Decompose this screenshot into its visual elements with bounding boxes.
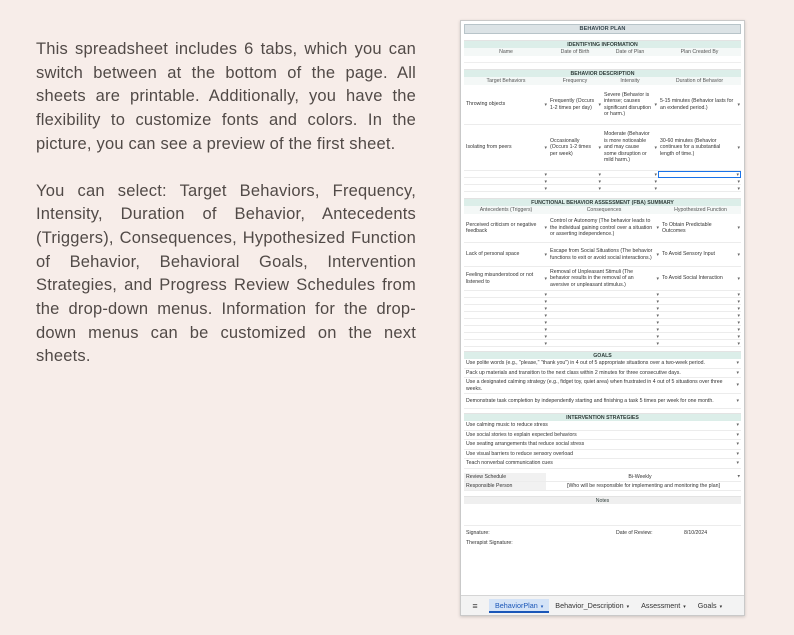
goal-text: Use polite words (e.g., "please," "thank you") in 4 out of 5 appropriate situations over a two-week period.: [466, 360, 705, 366]
chevron-down-icon[interactable]: ▾: [736, 397, 739, 404]
identifying-heading: IDENTIFYING INFORMATION: [464, 40, 741, 48]
behavior-heading: BEHAVIOR DESCRIPTION: [464, 69, 741, 77]
duration-dropdown[interactable]: [658, 178, 741, 185]
target-behavior-dropdown[interactable]: Throwing objects ▾: [464, 100, 548, 109]
interventions-heading: INTERVENTION STRATEGIES: [464, 413, 741, 421]
notes-heading: Notes: [464, 496, 741, 504]
duration-dropdown[interactable]: [658, 185, 741, 192]
fba-empty-row: [464, 333, 741, 340]
fba-empty-row: [464, 291, 741, 298]
consequence-dropdown[interactable]: [548, 298, 660, 305]
tab-assessment[interactable]: [635, 599, 692, 613]
function-dropdown[interactable]: [660, 298, 741, 305]
frequency-dropdown[interactable]: [548, 171, 602, 178]
chevron-down-icon[interactable]: ▾: [736, 441, 739, 448]
goal-text: Demonstrate task completion by independently starting and finishing a task 5 times per week for one month.: [466, 397, 714, 404]
chevron-down-icon[interactable]: ▾: [736, 382, 739, 389]
fba-empty-row: [464, 312, 741, 319]
duration-dropdown-selected[interactable]: [658, 171, 741, 178]
fba-row: [464, 267, 741, 291]
antecedent-dropdown[interactable]: [464, 326, 548, 333]
goal-text: Pack up materials and transition to the next class within 2 minutes for three consecutive days.: [466, 369, 681, 376]
col-date-of-plan: Date of Plan: [615, 49, 645, 55]
tab-label: Assessment: [641, 600, 681, 610]
chevron-down-icon[interactable]: ▾: [736, 450, 739, 457]
fba-row: [464, 243, 741, 267]
sheet-tab-bar: [461, 595, 744, 615]
function-dropdown[interactable]: [660, 340, 741, 347]
col-plan-created-by: Plan Created By: [680, 49, 719, 55]
intervention-text: Use seating arrangements that reduce social stress: [466, 441, 585, 447]
col-intensity: Intensity: [620, 78, 640, 84]
chevron-down-icon[interactable]: ▾: [719, 603, 723, 610]
tab-label: BehaviorPlan: [495, 600, 538, 610]
consequence-dropdown[interactable]: Removal of Unpleasant Stimuli (The behavior results in the removal of an aversive or unpleasant stimulus.) ▾: [548, 268, 660, 290]
fba-empty-row: [464, 340, 741, 347]
function-dropdown[interactable]: [660, 333, 741, 340]
consequence-dropdown[interactable]: [548, 319, 660, 326]
tab-behavior-description[interactable]: [549, 599, 635, 613]
chevron-down-icon[interactable]: ▾: [626, 603, 630, 610]
consequence-dropdown[interactable]: [548, 326, 660, 333]
fba-columns: [464, 206, 741, 214]
behavior-empty-row: [464, 178, 741, 185]
intensity-dropdown[interactable]: Severe (Behavior is intense; causes significant disruption or harm.) ▾: [602, 91, 658, 119]
col-target-behaviors: Target Behaviors: [486, 78, 526, 84]
intervention-item[interactable]: [464, 440, 741, 450]
antecedent-dropdown[interactable]: [464, 333, 548, 340]
function-dropdown[interactable]: [660, 312, 741, 319]
identifying-columns: [464, 48, 741, 56]
sheet-grid: [464, 24, 741, 591]
description-text: [36, 38, 416, 392]
target-behavior-dropdown[interactable]: [464, 185, 548, 192]
responsible-person-field[interactable]: [Who will be responsible for implementing and monitoring the plan]: [567, 482, 720, 489]
spreadsheet-preview: [460, 20, 745, 616]
intensity-dropdown[interactable]: [602, 185, 658, 192]
intensity-dropdown[interactable]: [602, 171, 658, 178]
col-name: Name: [499, 49, 513, 55]
col-duration: Duration of Behavior: [675, 78, 724, 84]
therapist-signature-label: Therapist Signature:: [466, 539, 513, 546]
intervention-item[interactable]: [464, 450, 741, 460]
fba-empty-row: [464, 298, 741, 305]
consequence-dropdown[interactable]: [548, 305, 660, 312]
frequency-dropdown[interactable]: Frequently (Occurs 1-2 times per day) ▾: [548, 97, 602, 112]
antecedent-dropdown[interactable]: Perceived criticism or negative feedback ▾: [464, 221, 548, 236]
responsible-person-label: Responsible Person: [464, 482, 546, 490]
review-schedule-row: [464, 473, 741, 482]
consequence-dropdown[interactable]: [548, 333, 660, 340]
col-date-of-birth: Date of Birth: [560, 49, 590, 55]
behavior-columns: [464, 77, 741, 85]
intervention-item[interactable]: [464, 421, 741, 431]
intervention-text: Use social stories to explain expected behaviors: [466, 431, 577, 438]
identifying-input-row[interactable]: [464, 56, 741, 63]
behavior-row: [464, 125, 741, 171]
intensity-dropdown[interactable]: [602, 178, 658, 185]
description-paragraph-1: This spreadsheet includes 6 tabs, which you can switch between at the bottom of the page. All sheets are printable. Additionally, you have the flexibility to customize fonts and colors. In the picture, you can see a preview of the first sheet.: [36, 40, 416, 153]
fba-heading: FUNCTIONAL BEHAVIOR ASSESSMENT (FBA) SUMMARY: [464, 198, 741, 206]
goal-item[interactable]: [464, 394, 741, 409]
function-dropdown[interactable]: [660, 291, 741, 298]
chevron-down-icon[interactable]: ▾: [736, 431, 739, 438]
col-hypothesized-function: Hypothesized Function: [674, 207, 727, 213]
goal-text: Use a designated calming strategy (e.g., fidget toy, quiet area) when frustrated in 4 out of 5 situations over three weeks.: [466, 379, 723, 392]
antecedent-dropdown[interactable]: Lack of personal space ▾: [464, 250, 548, 259]
goal-item[interactable]: [464, 359, 741, 369]
review-schedule-label: Review Schedule: [464, 473, 546, 481]
col-frequency: Frequency: [562, 78, 588, 84]
intervention-item[interactable]: [464, 459, 741, 469]
intervention-text: Use calming music to reduce stress: [466, 422, 548, 428]
behavior-empty-row: [464, 171, 741, 178]
chevron-down-icon[interactable]: ▾: [540, 603, 544, 610]
behavior-row: [464, 85, 741, 125]
function-dropdown[interactable]: To Avoid Sensory Input ▾: [660, 250, 741, 259]
intervention-item[interactable]: [464, 431, 741, 441]
fba-empty-row: [464, 319, 741, 326]
duration-dropdown[interactable]: 30-60 minutes (Behavior continues for a substantial length of time.) ▾: [658, 137, 741, 159]
frequency-dropdown[interactable]: [548, 178, 602, 185]
function-dropdown[interactable]: [660, 305, 741, 312]
consequence-dropdown[interactable]: [548, 340, 660, 347]
target-behavior-dropdown[interactable]: [464, 171, 548, 178]
chevron-down-icon[interactable]: ▾: [683, 603, 686, 610]
consequence-dropdown[interactable]: [548, 291, 660, 298]
responsible-person-row: [464, 482, 741, 491]
chevron-down-icon[interactable]: ▾: [736, 360, 739, 367]
goals-heading: GOALS: [464, 351, 741, 359]
sheet-title: BEHAVIOR PLAN: [464, 24, 741, 34]
antecedent-dropdown[interactable]: [464, 312, 548, 319]
target-behavior-dropdown[interactable]: [464, 178, 548, 185]
tab-goals[interactable]: [692, 599, 728, 613]
function-dropdown[interactable]: [660, 319, 741, 326]
consequence-dropdown[interactable]: Control or Autonomy (The behavior leads to the individual gaining control over a situation or asserting independence.) ▾: [548, 217, 660, 239]
tab-label: Behavior_Description: [555, 600, 624, 610]
intervention-text: Teach nonverbal communication cues: [466, 460, 553, 466]
consequence-dropdown[interactable]: Escape from Social Situations (The behavior functions to exit or avoid social interactions.) ▾: [548, 247, 660, 262]
fba-empty-row: [464, 326, 741, 333]
function-dropdown[interactable]: To Obtain Predictable Outcomes ▾: [660, 221, 741, 236]
chevron-down-icon[interactable]: ▾: [736, 422, 739, 429]
duration-dropdown[interactable]: 5-15 minutes (Behavior lasts for an extended period.) ▾: [658, 97, 741, 112]
antecedent-dropdown[interactable]: [464, 298, 548, 305]
notes-field[interactable]: [464, 504, 741, 526]
intensity-dropdown[interactable]: Moderate (Behavior is more noticeable and may cause some disruption or mild harm.) ▾: [602, 130, 658, 165]
function-dropdown[interactable]: [660, 326, 741, 333]
fba-empty-row: [464, 305, 741, 312]
tab-behavior-plan[interactable]: [489, 599, 549, 613]
antecedent-dropdown[interactable]: [464, 319, 548, 326]
review-date-value[interactable]: 8/10/2024: [684, 529, 708, 536]
antecedent-dropdown[interactable]: Feeling misunderstood or not listened to ▾: [464, 271, 548, 286]
antecedent-dropdown[interactable]: [464, 291, 548, 298]
review-schedule-dropdown[interactable]: Bi-Weekly ▾: [546, 473, 741, 481]
antecedent-dropdown[interactable]: [464, 305, 548, 312]
signature-row: [464, 528, 741, 538]
col-consequences: Consequences: [586, 207, 622, 213]
fba-row: [464, 214, 741, 243]
function-dropdown[interactable]: To Avoid Social Interaction ▾: [660, 274, 741, 283]
goal-item[interactable]: [464, 369, 741, 379]
chevron-down-icon[interactable]: ▾: [736, 460, 739, 467]
behavior-empty-row: [464, 185, 741, 192]
signature-label: Signature:: [466, 529, 490, 536]
col-antecedents: Antecedents (Triggers): [479, 207, 533, 213]
goal-item[interactable]: [464, 378, 741, 394]
frequency-dropdown[interactable]: [548, 185, 602, 192]
tab-label: Goals: [697, 600, 717, 610]
chevron-down-icon[interactable]: ▾: [736, 369, 739, 376]
review-date-label: Date of Review:: [616, 529, 653, 536]
description-paragraph-2: You can select: Target Behaviors, Frequency, Intensity, Duration of Behavior, Antecedents (Triggers), Consequences, Hypothesized Function of Behavior, Behavioral Goals, Intervention Strategies, and Progress Review Schedules from the drop-down menus. Information for the drop-down menus can be customized on the next sheets.: [36, 181, 416, 366]
intervention-text: Use visual barriers to reduce sensory overload: [466, 450, 573, 457]
frequency-dropdown[interactable]: Occasionally (Occurs 1-2 times per week) ▾: [548, 137, 602, 159]
target-behavior-dropdown[interactable]: Isolating from peers ▾: [464, 143, 548, 152]
antecedent-dropdown[interactable]: [464, 340, 548, 347]
menu-icon[interactable]: ≡: [472, 600, 478, 611]
consequence-dropdown[interactable]: [548, 312, 660, 319]
